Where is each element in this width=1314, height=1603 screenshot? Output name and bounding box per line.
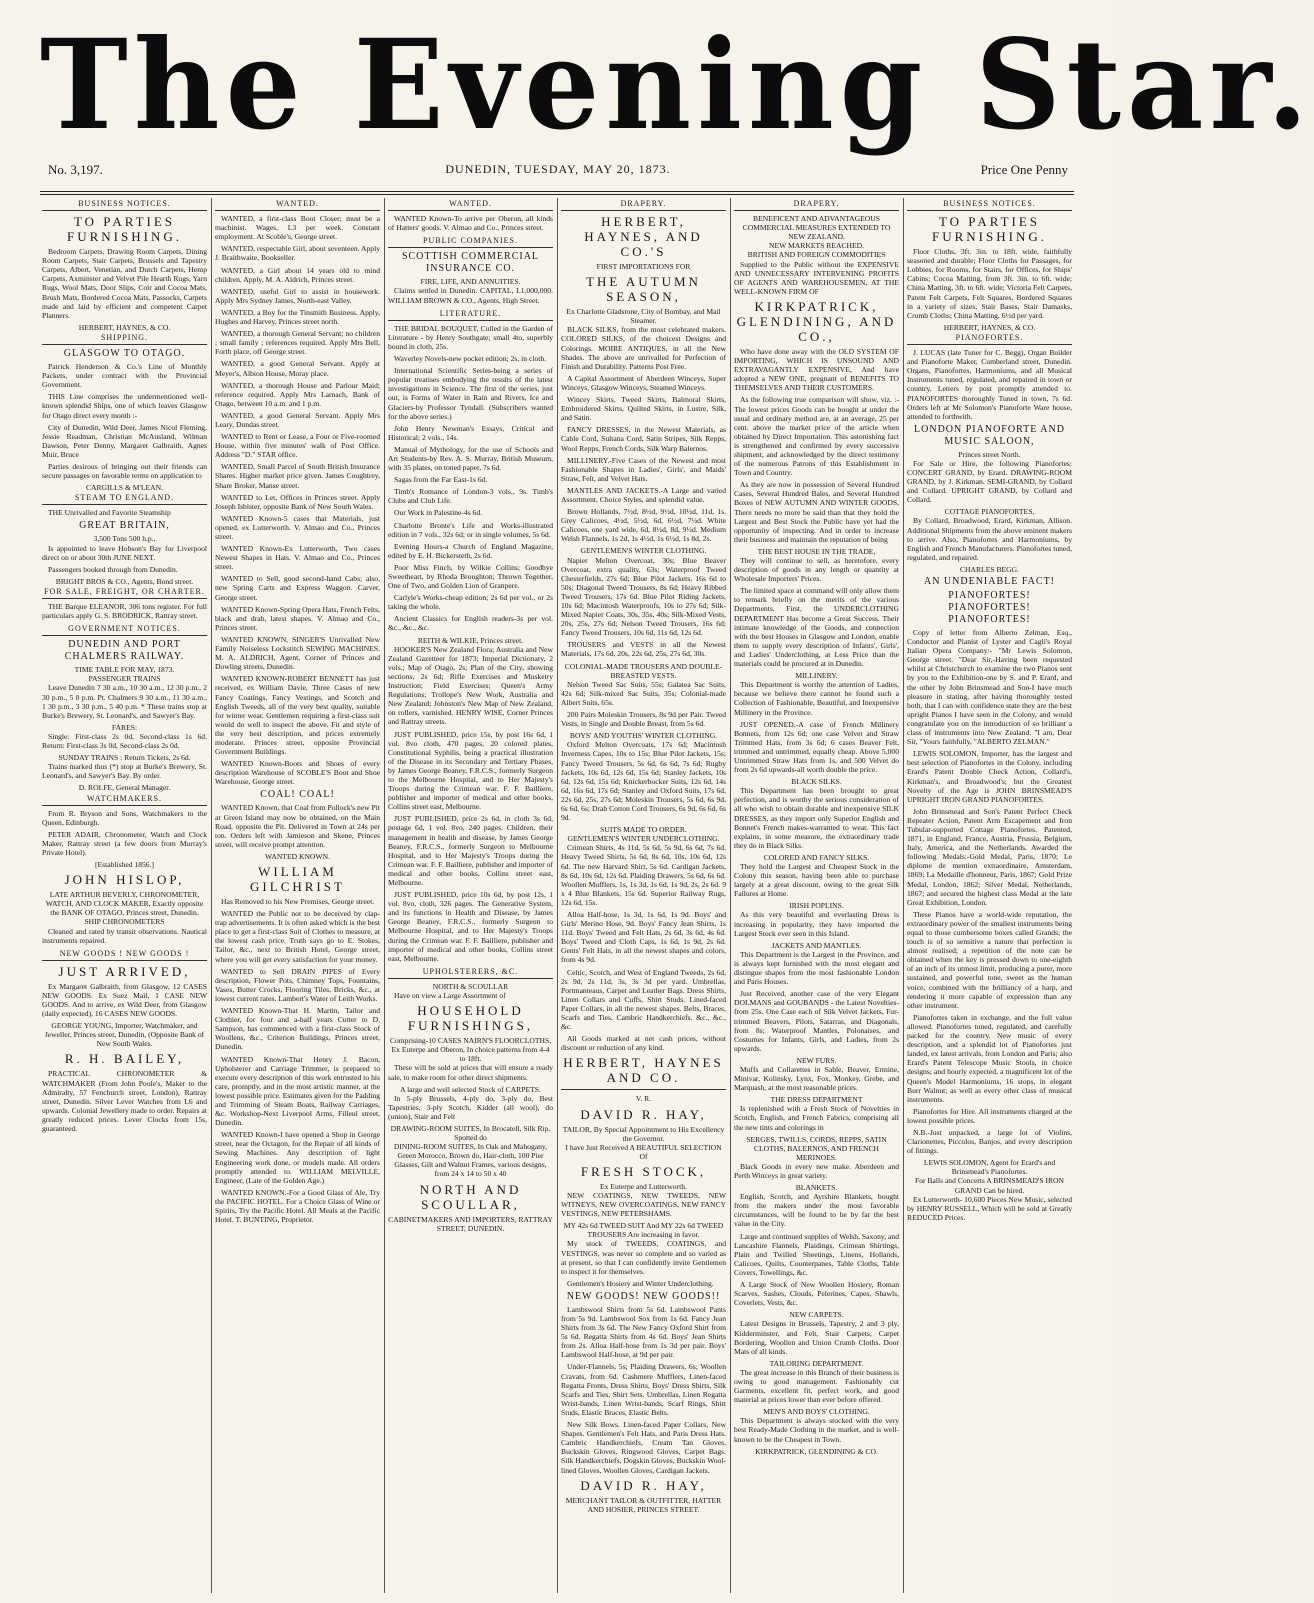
advertisement-paragraph: WANTED to Rent or Lease, a Four or Five-roomed House, within five minutes' walk of Post Office. Address "D." STAR office. (215, 432, 380, 460)
advertisement-paragraph: WANTED, a thorough House and Parlour Maid; reference required. Apply Mrs Larnach, Bank of Otago, between 10 a.m. and 1 p.m. (215, 380, 380, 408)
advertisement-paragraph: Pianofortes taken in exchange, and the full value allowed. Pianofortes tuned, regulated, and carefully packed for the country. New music of every description, and a splendid lot of Pianofortes just landed, ex latest arrivals, from London and Paris; also Erard's Patent Telescope Music Stools, in choice designs; and hourly expected, a magnificent lot of the Queen's Model Harmoniums, 16 stops, in elegant Burr Walnut; as well as every other class of musical instruments. (907, 1012, 1072, 1104)
display-heading: DAVID R. HAY, (580, 1477, 707, 1493)
centered-line: 3,500 Tons 500 h.p., (93, 534, 156, 544)
advertisement-paragraph: Poor Miss Finch, by Wilkie Collins; Goodbye Sweetheart, by Rhoda Broughton; Thrown Together, One of Two, and Golden Lion of Granpere. (388, 562, 553, 591)
centered-line: Ex Euterpe and Lutterworth. (600, 1181, 687, 1191)
column-5 (730, 198, 903, 1593)
advertisement-paragraph: MANTLES AND JACKETS.-A Large and varied Assortment, Choice Styles, and splendid value. (561, 485, 726, 504)
column-header: WANTED. (388, 198, 553, 211)
display-heading: FRESH STOCK, (580, 1163, 707, 1179)
column-header: DRAPERY. (734, 198, 899, 211)
display-heading: TO PARTIES FURNISHING. (932, 214, 1047, 245)
advertisement-paragraph: Evening Hours-a Church of England Magazine, edited by E. H. Bickersteth, 2s 6d. (388, 541, 553, 560)
advertisement-paragraph: John Henry Newman's Essays, Critical and Historical; 2 vols., 14s. (388, 423, 553, 442)
advertisement-paragraph: WANTED, Small Parcel of South British Insurance Shares. Higher market price given. James Coughtrey, Share Broker, Manse street. (215, 462, 380, 490)
centered-line: GENTLEMEN'S WINTER UNDERCLOTHING. (567, 834, 720, 844)
advertisement-paragraph: Bedroom Carpets, Drawing Room Carpets, Dining Room Carpets, Stair Carpets, Brussels and Tapestry Carpets, Albert, Venetian, and Dutch Carpets, Hemp Carpets, Axminster and Velvet Pile Hearth Rugs, Yarn Rugs, Wool Mats, Door Slips, Coir and Cocoa Mats, Brush Mats, Bordered Cocoa Mats, Passocks, Carpets made and laid by efficient and competent Carpet Planners. (42, 247, 207, 320)
centered-line: CARGILLS & M'LEAN. (85, 483, 164, 493)
advertisement-paragraph: Wincey Skirts, Tweed Skirts, Balmoral Skirts, Embroidered Skirts, Quilted Skirts, in Lustre, Silk, and Satin. (561, 395, 726, 423)
centered-line: TAILORING DEPARTMENT. (769, 1358, 864, 1368)
advertisement-paragraph: Leave Dunedin 7 30 a.m., 10 30 a.m., 12 30 p.m., 2 30 p.m., 5 0 p.m. Pt. Chalmers 9 30 a.m., 11 30 a.m., 1 30 p.m., 3 30 p.m., 5 40 p.m. * These trains stop at Burke's Brewery, St. Leonard's, and Sawyer's Bay. (42, 683, 207, 720)
advertisement-paragraph: New Silk Bows. Linen-faced Paper Collars, New Shapes. Gentlemen's Felt Hats, and Paris Dress Hats. Cambric Handkerchiefs, Cream Tan Gloves, Buckskin Gloves, Ringwood Gloves, Carpet Bags. Silk Handkerchiefs, Dogskin Gloves, Buckskin Wool-lined Gloves, Woollen Gloves, Cardigan Jackets. (561, 1420, 726, 1475)
section-header: PUBLIC COMPANIES. (388, 235, 553, 248)
column-header: WANTED. (215, 198, 380, 211)
centered-line: COLONIAL-MADE TROUSERS AND DOUBLE-BREASTED VESTS. (564, 661, 723, 680)
centered-line: CABINETMAKERS AND IMPORTERS, RATTRAY STREET, DUNEDIN. (388, 1214, 553, 1233)
column-rule (730, 198, 731, 1593)
advertisement-paragraph: WANTED, useful Girl to assist in housework. Apply Mrs Sydney James, North-east Valley. (215, 286, 380, 305)
centered-line: BLANKETS. (795, 1183, 838, 1193)
advertisement-paragraph: For Sale or Hire, the following Pianofortes: CONCERT GRAND, by Erard. DRAWING-ROOM GRAND, by J. Kirkman. SEMI-GRAND, by Collard and Collard. UPRIGHT GRAND, by Collard and Collard. (907, 458, 1072, 505)
advertisement-paragraph: N.B.-Just unpacked, a large lot of Violins, Clarionettes, Piccolos, Banjos, and every description of fittings. (907, 1127, 1072, 1156)
advertisement-paragraph: WANTED KNOWN.-For a Good Glass of Ale, Try the PACIFIC HOTEL. For a Choice Glass of Wine or Spirits, Try the Pacific Hotel. All Meals at the Pacific Hotel. T. BUNTING, Proprietor. (215, 1187, 380, 1225)
advertisement-paragraph: Passengers booked through from Dunedin. (48, 564, 178, 574)
advertisement-paragraph: Just Received, another case of the very Elegant DOLMANS and GOUBANDS - the Latest Novelties-from 25s. One Case each of Silk Velvet Jackets, Fur-trimmed Beavers, Pilots, Satarras, and Diagonals, from 8s; Waterproof Mantles, Polonaises, and Costumes for Infants, Girls, and Ladies, from 2s upwards. (734, 989, 899, 1053)
sub-heading: GLASGOW TO OTAGO. (63, 348, 186, 360)
advertisement-paragraph: LEWIS SOLOMON, Importer, has the largest and best selection of Pianofortes in the Colony, including Erard's Patent Double Check Action, Collard's, Kirkman's, and Broadwood's; but the Greatest Novelty of the Age is JOHN BRINSMEAD'S UPRIGHT IRON GRAND PIANOFORTES. (907, 749, 1072, 804)
section-header: UPHOLSTERERS, &C. (388, 966, 553, 979)
advertisement-paragraph: Waverley Novels-new pocket edition; 2s, in cloth. (394, 354, 547, 364)
centered-line: SERGES, TWILLS, CORDS, REPPS, SATIN CLOTHS, BALERNOS, AND FRENCH MERINOES. (746, 1134, 887, 1162)
advertisement-paragraph: The great increase in this Branch of their business is owing to good management. Fashionably cut Garments, excellent fit, perfect work, and good material at prices lower than ever before offered. (734, 1367, 899, 1405)
centered-line: MILLINERY. (795, 671, 838, 681)
advertisement-paragraph: Manual of Mythology, for the use of Schools and Art Students-by Rev. A. S. Murray, British Museum, with 35 plates, on toned paper, 7s 6d. (388, 444, 553, 473)
advertisement-paragraph: WANTED, a first-class Boot Closer; must be a machinist. Wages, L3 per week. Constant employment. At Scoble's, George street. (215, 214, 380, 242)
advertisement-paragraph: NEW COATINGS, NEW TWEEDS, NEW WITNEYS, NEW OVERCOATINGS, NEW FANCY VESTINGS, NEW PETERSHAMS. (561, 1190, 726, 1219)
centered-line: Princes street North. (958, 449, 1021, 459)
advertisement-paragraph: Patrick Henderson & Co.'s Line of Monthly Packets, under contract with the Provincial Government. (42, 362, 207, 390)
advertisement-paragraph: John Brinsmead and Son's Patent Perfect Check Repeater Action, Patent Arm Escapement and Iron Tubular-supported Cottage Pianofortes. Patented, 1871, in England, France, Austria, Prussia, Belgium, Italy, America, and the Netherlands. Awarded the following Medals:-Gold Medal, Paris, 1870; Le diplome de mention extraordinaire, Amsterdam, 1869; La Medaille d'honneur, Paris, 1867; Gold Prize Medal, London, 1862; Silver Medal, Netherlands, 1867; and secured the highest class Medal at the late Great Exhibition, London. (907, 806, 1072, 907)
centered-line: Comprising-10 CASES NAIRN'S FLOORCLOTHS, Ex Euterpe and Oberon, In choice patterns from 4-4 to 18ft. (389, 1036, 552, 1064)
centered-line: NEW CARPETS. (789, 1310, 844, 1320)
advertisement-paragraph: FANCY DRESSES, in the Newest Materials, as Cable Cord, Sultana Cord, Satin Stripes, Silk Repps, Wool Repps, French Cords, Silk Warp Balernos. (561, 425, 726, 453)
advertisement-paragraph: MILLINERY.-Five Cases of the Newest and most Fashionable Shapes in Ladies', Girls', and Maids' Straw, Felt, and Velvet Hats. (561, 455, 726, 483)
advertisement-paragraph: As they are now in possession of Several Hundred Cases, Several Hundred Bales, and Several Hundred Boxes of NEW AUTUMN AND WINTER GOODS, There needs no more be said than that they hold the Largest and Best Stock the Public have yet had the opportunity of inspecting. And in order to increase their business and maintain the reputation of being (734, 480, 899, 544)
issue-number: No. 3,197. (48, 162, 103, 177)
centered-line: HERBERT, HAYNES, & CO. (78, 322, 171, 332)
advertisement-paragraph: WANTED, a thorough General Servant; no children ; small family ; references required. Apply Mrs Bell, Forth place, off George street. (215, 329, 380, 357)
advertisement-paragraph: This Department is the Largest in the Province, and is always kept furnished with the most elegant and distingue shapes from the most fashionable London and Paris Houses. (734, 949, 899, 987)
centered-line: TAILOR, By Special Appointment to His Excellency the Governor. (562, 1124, 725, 1143)
advertisement-paragraph: WANTED, a good General Servant. Apply Mrs Leary, Dundas street. (215, 410, 380, 429)
centered-line: HERBERT, HAYNES, & CO. (943, 322, 1036, 332)
advertisement-paragraph: Muffs and Collarettes in Sable, Beaver, Ermine, Minivar, Kolinsky, Lynx, Fox, Monkey, Grebe, and Marquash, at the most reasonable prices. (734, 1064, 899, 1093)
advertisement-paragraph: WANTED KNOWN, SINGER'S Unrivalled New Family Noiseless Lockstitch SEWING MACHINES. M. A. ALDRICH, Agent, Corner of Princes and Dowling streets, Dunedin. (215, 634, 380, 672)
advertisement-paragraph: WANTED KNOWN-ROBERT BENNETT has just received, ex William Davie, Three Cases of new Fancy Coatings, Fancy Vestings, and Scotch and English Tweeds, all of the very best quality, suitable for winter wear. Gentlemen requiring a first-class suit would do well to inspect the above. Fit and style of the very best description, and prices extremely moderate. Princes street, opposite Provincial Government Buildings. (215, 674, 380, 757)
centered-line: JACKETS AND MANTLES. (771, 940, 862, 950)
advertisement-paragraph: WANTED to Sell, good second-hand Cabs; also, new Spring Carts and Express Waggon. Carver, George street. (215, 574, 380, 602)
advertisement-paragraph: Under-Flannels, 5s; Plaiding Drawers, 6s; Woollen Cravats, from 6d. Cashmere Mufflers, Linen-faced Regatta Fronts, Dress Shirts, Boys' Dress Shirts, Silk Scarfs and Ties, Shirt Sets. Umbrellas, Linen Regatta Wrist-bands, Linen Wrist-bands, Scarf Rings, Shirt Studs, Elastic Braces, Elastic Belts. (561, 1362, 726, 1417)
centered-line: REITH & WILKIE, Princes street. (417, 635, 524, 645)
dateline: DUNEDIN, TUESDAY, MAY 20, 1873. (445, 162, 671, 176)
separator (561, 1089, 726, 1090)
advertisement-paragraph: Celtic, Scotch, and West of England Tweeds, 2s 6d, 2s 9d, 2s 11d, 3s, 3s 3d per yard. Umbrellas, Portmanteaus, Carpet and Leather Bags. Dress Shirts, Linen Collars and Cuffs, Shirt Studs. Lined-faced Paper Collars, in all the newest shapes. Belts, Braces, Scarfs and Ties, Cambric Handkerchiefs. &c., &c., &c. (561, 967, 726, 1032)
advertisement-paragraph: Ex Lutterworth- 10,600 Pieces New Music, selected by HENRY RUSSELL, Which will be sold at Greatly REDUCED Prices. (907, 1194, 1072, 1222)
display-heading: HERBERT, HAYNES, AND CO.'S (584, 214, 703, 260)
advertisement-paragraph: THE Barque ELEANOR, 306 tons register. For full particulars apply G. S. BRODRICK, Rattray street. (42, 602, 207, 621)
section-header: SHIPPING. (42, 332, 207, 345)
sub-heading: COAL! COAL! (260, 789, 335, 801)
centered-line: BRITISH AND FOREIGN COMMODITIES (747, 250, 886, 260)
advertisement-paragraph: Supplied to the Public without the EXPENSIVE AND UNNECESSARY INTERVENING PROFITS OF AGENTS AND WAREHOUSEMEN, AT THE WELL-KNOWN FIRM OF (734, 259, 899, 296)
advertisement-paragraph: Gentlemen's Hosiery and Winter Underclothing. (567, 1278, 714, 1288)
display-heading: WILLIAM GILCHRIST (250, 864, 345, 894)
advertisement-paragraph: BLACK SILKS, from the most celebrated makers. COLORED SILKS, of the choicest Designs and Colorings. MOIRE ANTIQUES, in all the New Shades. The above are unrivalled for Perfection of Finish and Durability. Patterns Post Free. (561, 325, 726, 371)
centered-line: BLACK SILKS. (791, 777, 842, 787)
advertisement-paragraph: They will continue to sell, as heretofore, every description of goods in any length or quantity at Wholesale Importers' Prices. (734, 556, 899, 584)
advertisement-paragraph: A Large Stock of New Woollen Hosiery, Roman Scarves, Sashes, Clouds, Pelerines, Capes, Shawls, Coverlets, Vests, &c. (734, 1280, 899, 1308)
section-header: NEW GOODS ! NEW GOODS ! (42, 948, 207, 961)
centered-line: LATE ARTHUR BEVERLY, CHRONOMETER, WATCH, AND CLOCK MAKER, Exactly opposite the BANK OF OTAGO, Princes street, Dunedin. (45, 890, 204, 918)
advertisement-paragraph: Carlyle's Works-cheap edition; 2s 6d per vol., or 2s taking the whole. (388, 593, 553, 612)
column-header: DRAPERY. (561, 198, 726, 211)
advertisement-paragraph: The limited space at command will only allow them to remark briefly on the merits of the various Departments. First, the UNDERCLOTHING DEPARTMENT Has become a Great Success. Their intimate knowledge of the Goods, and connection with the best Houses in Glasgow and London, enable them to supply every description of Infants', Girls', and Ladies' Underclothing, at Less Price than the materials could be procured at in Dunedin. (734, 586, 899, 669)
advertisement-paragraph: Floor Cloths, 3ft. 3in. to 18ft. wide, faithfully seasoned and durable; Floor Cloths for Passages, for Lobbies, for Rooms, for Stairs, for Offices, for Ships' Cabins; Cocoa Matting, from 3ft. 3in. to 6ft. wide; China Matting, 3ft. to 6ft. wide; Victoria Felt Carpets, Patent Felt Carpets, Felt Squares, Bordered Squares in a variety of sizes, Stair Bases, Stair Damasks, Crumb Cloths; China Matting, 6½d per yard. (907, 247, 1072, 320)
advertisement-paragraph: Oxford Melton Overcoats, 17s 6d; Macintosh Inverness Capes, 10s to 15s; Blue Pilot Jackets, 15s; Fancy Tweed Trousers, 5s 6d, 6s 6d, 7s 6d; Rugby Jackets, 10s 6d, 12s 6d, 15s 6d; Stanley Jackets, 10s 6d, 12s 6d, 15s 6d; Knickerbocker Suits, 12s 6d, 14s 6d, 16s 6d, 17s 6d; Stanley and Oxford Suits, 17s 6d, 22s 6d, 25s, 27s 6d; Moleskin Trousers, 5s 6d, 6s 9d, 6s 6d, 6s; Drab Cotton Cord Trousers, 6s 9d, 6s 6d, 6s 9d. (561, 740, 726, 823)
sub-heading: DUNEDIN AND PORT CHALMERS RAILWAY. (64, 639, 185, 663)
advertisement-paragraph: WANTED Known-That Henry J. Bacon, Upholsterer and Carriage Trimmer, is prepared to execute every description of this work entrusted to his care, promptly, and in the most artistic manner, at the lowest possible price. Estimates given for the Padding and Trimming of Steam Boats, Railway Carriages, &c. Workshop-Next Liverpool Arms, Filleul street, Dunedin. (215, 1054, 380, 1128)
columns (38, 198, 1076, 1593)
column-rule (211, 198, 212, 1593)
advertisement-paragraph: JUST OPENED.-A case of French Millinery Bonnets, from 12s 6d; one case Velvet and Straw Trimmed Hats, from 3s 6d; 6 cases Beaver Felt, trimmed and untrimmed, equally cheap. Above 5,000 Untrimmed Straw Hats from 1s, and 500 Velvet do from 2s 6d upwards-all worth double the price. (734, 719, 899, 775)
advertisement-paragraph: Nelson Tweed Sac Suits, 55s; Galatea Sac Suits, 42s 6d; Silk-mixed Sac Suits, 35s; Colonial-made Albert Suits, 65s. (561, 679, 726, 707)
centered-line: COLORED AND FANCY SILKS. (763, 852, 870, 862)
advertisement-paragraph: Brown Hollands, 7½d, 8½d, 9½d, 10½d, 11d, 1s. Grey Calicoes, 4½d, 5½d, 6d, 6½d, 7½d. White Calicoes, one yard wide, 6d, 8½d, 8d, 9½d. Medium Welsh Flannels, 1s 2d, 1s 4½d, 1s 6½d, 1s 8d, 2s. (561, 507, 726, 544)
column-header: BUSINESS NOTICES. (42, 198, 207, 211)
advertisement-paragraph: Is appointed to leave Hobson's Bay for Liverpool direct on or about 30th JUNE NEXT. (42, 543, 207, 562)
centered-line: V. R. (635, 1094, 652, 1104)
advertisement-paragraph: Pianofortes for Hire. All instruments charged at the lowest possible prices. (907, 1106, 1072, 1125)
advertisement-paragraph: PRACTICAL CHRONOMETER & WATCHMAKER (From John Poole's, Maker to the Admiralty, 57 Fenchurch street, London), Rattray street, Dunedin. Silver Lever Watches from L6 and upwards. Colonial Jewellery made to order. Repairs at greatly reduced prices. Lever Clocks from 15s, guaranteed. (42, 1069, 207, 1134)
column-2 (211, 198, 384, 1593)
section-header: PIANOFORTES. (907, 332, 1072, 345)
advertisement-paragraph: WANTED to Let, Offices in Princes street. Apply Joseph Isbister, opposite Bank of New South Wales. (215, 492, 380, 511)
centered-line: THE DRESS DEPARTMENT (770, 1095, 863, 1105)
centered-line: NORTH & SCOULLAR (432, 981, 509, 991)
advertisement-paragraph: This Department is always stocked with the very best Ready-Made Clothing in the market, and is well-known to be the Cheapest in Town. (734, 1416, 899, 1444)
advertisement-paragraph: WANTED, a Boy for the Tinsmith Business. Apply, Hughes and Harvey, Princes street north. (215, 307, 380, 327)
advertisement-paragraph: WANTED to Sell DRAIN PIPES of Every description, Flower Pots, Chimney Tops, Fountains, Vases, Butter Crocks, Flooring Tiles, Bricks, &c., at lowest current rates. Lambert's Water of Leith Works. (215, 966, 380, 1003)
advertisement-paragraph: Charlotte Bronte's Life and Works-illustrated edition in 7 vols., 32s 6d; or in single volumes, 5s 6d. (388, 520, 553, 539)
advertisement-paragraph: Has Removed to his New Premises, George street. (221, 897, 375, 906)
advertisement-paragraph: Timb's Romance of London-3 vols., 9s. Timb's Clubs and Club Life. (388, 487, 553, 506)
centered-line: BOYS' AND YOUTHS' WINTER CLOTHING. (569, 731, 718, 741)
advertisement-paragraph: HOOKER'S New Zealand Flora; Australia and New Zealand Gazetteer for 1873; Imperial Dictionary, 2 vols.; Map of Otago, 2s; Plan of the City, showing sections, 2s 6d; Rifle Exercises and Musketry Instruction; Field Exercises; Queen's Army Regulations; Trollope's New Work, Australia and New Zealand; Johnston's New Map of New Zealand, on rollers, varnished. HENRY WISE, Corner Princes and Rattray streets. (388, 644, 553, 727)
advertisement-paragraph: WANTED Known-5 cases that Materials, just opened, ex Lutterworth. V. Almao and Co., Princes street. (215, 513, 380, 541)
display-heading: KIRKPATRICK, GLENDINING, AND CO., (736, 298, 897, 344)
advertisement-paragraph: WANTED Known, that Coal from Pollock's new Pit at Green Island may now be obtained, on the Main Road, opposite the Pit. Delivered in Town at 24s per ton. Orders left with Jamieson and Skene, Princes street, will receive prompt attention. (215, 803, 380, 849)
centered-line: NEW FURS. (796, 1055, 837, 1065)
centered-line: I have Just Received A BEAUTIFUL SELECTION Of (565, 1142, 722, 1161)
centered-line: SUNDAY TRAINS : Return Tickets, 2s 6d. (58, 753, 191, 763)
masthead-rule (40, 194, 1074, 195)
advertisement-paragraph: This Department has been brought to great perfection, and is worthy the serious consideration of all who wish to obtain durable and inexpensive SILK DRESSES, as they import only Superior English and Bonnet's French makes-warranted to wear. This fact explains, in some measure, the extraordinary trade they do in Black Silks. (734, 786, 899, 850)
advertisement-paragraph: THIS Line comprises the undermentioned well-known splendid Ships, one of which leaves Glasgow for Otago direct every month :- (42, 392, 207, 420)
centered-line: For Balls and Concerts A BRINSMEAD'S IRON GRAND Can be hired. (914, 1176, 1065, 1195)
advertisement-paragraph: Ex Margaret Galbraith, from Glasgow, 12 CASES NEW GOODS. Ex Suez Mail, 1 CASE NEW GOODS. And to arrive, ex Wild Deer, from Glasgow (daily expected), 16 CASES NEW GOODS. (42, 981, 207, 1019)
centered-line: LEWIS SOLOMON, Agent for Erard's and Brinsmead's Pianofortes. (923, 1158, 1056, 1177)
advertisement-paragraph: Cleaned and rated by transit observations. Nautical instruments repaired. (42, 926, 207, 945)
sub-heading: GREAT BRITAIN, (79, 520, 170, 532)
centered-line: THE BEST HOUSE IN THE TRADE, (757, 546, 876, 556)
display-heading: NORTH AND SCOULLAR, (419, 1181, 522, 1212)
advertisement-paragraph: Single: First-class 2s 0d, Second-class 1s 6d. Return: First-class 3s 0d, Second-class 2s 0d. (42, 731, 207, 751)
centered-line: MEN'S AND BOYS' CLOTHING. (763, 1407, 870, 1417)
column-1 (38, 198, 211, 1593)
advertisement-paragraph: My stock of TWEEDS, COATINGS, and VESTINGS, was never so complete and so varied as at present, so that I can confidently invite Gentlemen to inspect it for themselves. (561, 1239, 726, 1276)
advertisement-paragraph: Our Work in Palestine-4s 6d. (394, 508, 483, 518)
issue-row (48, 150, 1068, 190)
centered-line: SHIP CHRONOMETERS (84, 917, 165, 927)
column-rule (557, 198, 558, 1593)
advertisement-paragraph: WANTED Known-That H. Martin, Tailor and Clothier, for four and a-half years Cutter to D. Sampson, has commenced with a first-class Stock of Woollens, &c., Criterion Buildings, Princes street, Dunedin. (215, 1006, 380, 1052)
sub-heading: PIANOFORTES! PIANOFORTES! PIANOFORTES! (948, 590, 1031, 625)
centered-line: GEORGE YOUNG, Importer, Watchmaker, and Jeweller, Princes street, Dunedin, (Opposite Bank of New South Wales. (44, 1021, 205, 1049)
centered-line: MY 42s 6d TWEED SUIT And MY 22s 6d TWEED TROUSERS Are increasing in favor. (563, 1221, 724, 1240)
display-heading: DAVID R. HAY, (580, 1106, 707, 1122)
advertisement-paragraph: This Department is worthy the attention of Ladies, because we believe there cannot be found such a Collection of Fashionable, Beautiful, and Inexpensive Millinery in the Province. (734, 680, 899, 717)
advertisement-paragraph: As the following true comparison will show, viz. :- The lowest prices Goods can be bought at under the usual and ordinary method are, at an average, 25 per cent. above the market price of the article when obtained by Direct Importation. This astonishing fact is strengthened and confirmed by every successive shipment, and acknowledged by the direct testimony of the numerous Patrons of this Establishment in Town and Country. (734, 395, 899, 478)
display-heading: JUST ARRIVED, (58, 963, 191, 979)
advertisement-paragraph: THE BRIDAL BOUQUET, Culled in the Garden of Literature - by Henry Southgate; small 4to, superbly bound in cloth, 25s. (388, 323, 553, 351)
centered-line: DINING-ROOM SUITES, In Oak and Mahogany, Green Morocco, Brown do, Hair-cloth, 100 Pier Glasses, Gilt and Walnut Frames, various designs, from 24 x 14 to 50 x 40 (393, 1142, 548, 1179)
display-heading: JOHN HISLOP, (64, 872, 185, 888)
display-heading: TO PARTIES FURNISHING. (67, 214, 182, 245)
centered-line: GENTLEMEN'S WINTER CLOTHING. (580, 546, 707, 556)
advertisement-paragraph: J. LUCAS (late Tuner for C. Begg), Organ Builder and Pianoforte Maker, Cumberland street, Dunedin. Organs, Pianofortes, Harmoniums, and all Musical Instruments tuned, regulated, and repaired in town or country. Letters by post promptly attended to. PIANOFORTES thoroughly Tuned in town, 7s 6d. Orders left at Mr Solomon's Pianoforte Ware house, attended to forthwith. (907, 348, 1072, 421)
centered-line: WANTED KNOWN. (265, 851, 330, 861)
advertisement-paragraph: TROUSERS and VESTS in all the Newest Materials, 17s 6d, 20s, 22s 6d, 25s, 27s 6d, 30s. (561, 640, 726, 659)
display-heading: THE AUTUMN SEASON, (586, 274, 701, 305)
column-4 (557, 198, 730, 1593)
advertisement-paragraph: Who have done away with the OLD SYSTEM OF IMPORTING, WHICH IS UNSOUND AND EXTRAVAGANTLY EXPENSIVE, And have adopted a NEW ONE, pregnant of BENEFITS TO THEMSELVES AND THEIR CUSTOMERS. (734, 346, 899, 393)
advertisement-paragraph: In 5-ply Brussels, 4-ply do, 3-ply do, Best Tapestries, 3-ply Scotch, Kidder (all wool), do (union), Stair and Felt (388, 1093, 553, 1121)
advertisement-paragraph: By Collard, Broadwood, Erard, Kirkman, Allison. Additional Shipments from the above eminent makers to arrive. Also, Pianofortes and Harmoniums, by English and French Manufacturers. Pianofortes tuned, regulated, and repaired. (907, 516, 1072, 562)
advertisement-paragraph: English, Scotch, and Ayrshire Blankets, bought from the makers under the most favorable circumstances, will be found to be by far the best value in the City. (734, 1192, 899, 1229)
sub-heading: AN UNDENIABLE FACT! (923, 576, 1056, 587)
advertisement-paragraph: These Pianos have a world-wide reputation, the extraordinary power of the smallest instruments being equal to those cumbersome boxes called Grands; the touch is of so sensitive a nature that perfection is almost realised; a repetition of the note can be obtained when the key is pressed down to one-eighth of an inch of its utmost limit, producing a purer, more sustained, and powerful tone, sweet as the human voice, combined with the brilliancy of a harp, and rendering it more capable of expression than any other instrument. (907, 909, 1072, 1010)
column-rule (384, 198, 385, 1593)
advertisement-paragraph: THE Unrivalled and Favorite Steamship (48, 508, 171, 518)
advertisement-paragraph: City of Dunedin, Wild Deer, James Nicol Fleming, Jessie Readman, Christian McAusland, Wilman Dawson, Peter Denny, Margaret Galbraith, Agnes Muir, Bruce (42, 422, 207, 459)
advertisement-paragraph: From R. Bryson and Sons, Watchmakers to the Queen, Edinburgh. (42, 808, 207, 827)
advertisement-paragraph: Crimean Shirts, 4s 11d, 5s 6d, 5s 9d, 6s 6d, 7s 6d. Heavy Tweed Shirts, 5s 6d, 8s 6d, 10s, 10s 6d, 12s 6d. The new Harvard Shirt, 5s 6d. Cardigan Jackets, 8s 6d, 10s 6d, 12s 6d. Plaiding Drawers, 5s 6d, 6s 6d. Woollen Mufflers, 1s, 1s 3d, 1s 6d, 1s 9d, 2s, 2s 6d. 9 x 4 Blue Blankets, 15s 6d. Superior Railway Rugs, 12s 6d, 15s. (561, 843, 726, 907)
centered-line: [Established 1856.] (94, 860, 155, 870)
display-heading: HERBERT, HAYNES AND CO. (563, 1055, 724, 1086)
advertisement-paragraph: Latest Designs in Brussels, Tapestry, 2 and 3 ply, Kidderminster, and Felt, Stair Carpets, Carpet Bordering, Woollen and Union Crumb Cloths. Door Mats of all kinds. (734, 1319, 899, 1356)
advertisement-paragraph: WANTED Known-Spring Opera Hats, French Felts, black and drab, latest shapes. V. Almao and Co., Princes street. (215, 604, 380, 632)
advertisement-paragraph: International Scientific Series-being a series of popular treatises embodying the results of the latest investigations in Science. The first of the series, just out, is Forms of Water in Rain and Rivers, Ice and Glaciers-by Professor Tyndall. (Subscribers wanted for the above series.) (388, 366, 553, 421)
centered-line: KIRKPATRICK, GLENDINING & CO. (755, 1446, 878, 1456)
centered-line: SUITS MADE TO ORDER. (600, 825, 687, 835)
centered-line: COTTAGE PIANOFORTES, (944, 507, 1035, 517)
centered-line: FIRE, LIFE, AND ANNUITIES. (420, 277, 521, 287)
column-rule (903, 198, 904, 1593)
advertisement-paragraph: Large and continued supplies of Welsh, Saxony, and Lancashire Flannels, Plaidings, Crimean Shirtings, Plain and Twilled Sheetings, Linens, Hollands, Calicoes, Quilts, Counterpanes, Table Cloths, Table Covers, Towellings, &c. (734, 1231, 899, 1277)
advertisement-paragraph: As this very beautiful and everlasting Dress is increasing in popularity, they have imported the Largest Stock ever seen in this Island. (734, 910, 899, 938)
centered-line: D. ROLFE, General Manager. (78, 783, 171, 793)
section-header: LITERATURE. (388, 308, 553, 321)
advertisement-paragraph: Claims settled in Dunedin. CAPITAL, L1,000,000. WILLIAM BROWN & CO., Agents, High Street. (388, 286, 553, 305)
centered-line: DRAWING-ROOM SUITES, In Brocatell, Silk Rip, Spotted do (390, 1123, 551, 1143)
advertisement-paragraph: Sagas from the Far East-1s 6d. (394, 475, 488, 485)
sub-heading: NEW GOODS! NEW GOODS!! (566, 1290, 721, 1302)
column-header: BUSINESS NOTICES. (907, 198, 1072, 211)
advertisement-paragraph: WANTED Known-Ex Lutterworth, Two cases Newest Shapes in Hats. V. Almao and Co., Princes street. (215, 544, 380, 572)
centered-line: A large and well selected Stock of CARPETS. (400, 1084, 541, 1094)
section-header: GOVERNMENT NOTICES. (42, 623, 207, 636)
section-header: STEAM TO ENGLAND. (42, 492, 207, 505)
price: Price One Penny (980, 162, 1068, 177)
column-6 (903, 198, 1076, 1593)
centered-line: NEW MARKETS REACHED. (769, 241, 864, 251)
centered-line: FARES: (111, 722, 138, 732)
advertisement-paragraph: JUST PUBLISHED, price 10s 6d, by post 12s, 1 vol. 8vo, cloth, 326 pages. The Generative System, and its functions in Health and Disease, by James George Beaney, F.R.C.S., formerly Surgeon to Melbourne Hospital, and to Her Majesty's Troops during the Crimean war. F. F. Bailliere, publisher and importer of medical and other books, Collins street east, Melbourne. (388, 890, 553, 963)
centered-line: Ex Charlotte Gladstone, City of Bombay, and Mail Steamer. (566, 307, 721, 326)
centered-line: BENEFICENT AND ADVANTAGEOUS COMMERCIAL MEASURES EXTENDED TO NEW ZEALAND. (742, 214, 891, 242)
advertisement-paragraph: WANTED, a good General Servant. Apply at Meyer's, Albion House, Moray place. (215, 359, 380, 378)
advertisement-paragraph: WANTED Known-To arrive per Oberon, all kinds of Hatters' goods. V. Almao and Co., Princes street. (388, 214, 553, 233)
advertisement-paragraph: Parties desirous of bringing out their friends can secure passages on favorable terms on application to (42, 461, 207, 481)
sub-heading: LONDON PIANOFORTE AND MUSIC SALOON, (914, 423, 1065, 447)
advertisement-paragraph: Is replenished with a Fresh Stock of Novelties in Scotch, English, and French Fabrics, comprising all the new tints and colorings in (734, 1104, 899, 1132)
advertisement-paragraph: JUST PUBLISHED, price 2s 6d, in cloth 3s 6d, postage 6d, 1 vol. 8vo, 240 pages. Children, their management in health and disease, by James George Beaney, F.R.C.S., formerly Surgeon to Melbourne Hospital, and to Her Majesty's Troops during the Crimean war. F. F. Bailliere, publisher and importer of medical and other books, Collins street east, Melbourne. (388, 814, 553, 887)
advertisement-paragraph: Napier Melton Overcoat, 30s; Blue Beaver Overcoat, extra quality, 63s; Waterproof Tweed Chesterfields, 27s 6d; Blue Pilot Jackets, 16s 6d to 50s; Diagonal Tweed Trousers, 8s 6d; Heavy Ribbed Tweed Trousers, 17s 6d. Blue Pilot Riding Jackets, 10s 6d; Macintosh Waterproofs, 10s to 27s 6d; Silk-Mixed Napier Coats, 30s, 35s, 40s; Silk-Mixed Vests, 20s, 25s, 27s 6d; Nelson Tweed Trousers, 16s 6d; Fancy Tweed Trousers, 10s 6d, 11s 6d, 12s 6d. (561, 555, 726, 638)
advertisement-paragraph: Black Goods in every new make. Aberdeen and Perth Winceys in great variety. (734, 1161, 899, 1180)
column-3 (384, 198, 557, 1593)
advertisement-paragraph: JUST PUBLISHED, price 15s, by post 16s 6d, 1 vol. 8vo cloth, 470 pages, 20 colored plates, Constitutional Syphilis, being a practical illustration of the Disease in its Secondary and Tertiary Phases, by James George Beaney, F.R.C.S., formerly Surgeon to the Melbourne Hospital, and to Her Majesty's Troops during the Crimean war. F. F. Bailliere, publisher and importer of medical and other books, Collins street east, Melbourne. (388, 729, 553, 812)
advertisement-paragraph: Alloa Half-hose, 1s 3d, 1s 6d, 1s 9d. Boys' and Girls' Merino Hose, 9d. Boys' Fancy Jean Shirts, 1s 11d. Boys' Tweed and Felt Hats, 2s 6d, 3s 6d, 4s 6d. Boys' Tweed and Cloth Caps, 1s 6d, 1s 9d, 2s 6d. Gents' Felt Hats, in all the newest shapes and colors, from 4s 9d. (561, 910, 726, 965)
advertisement-paragraph: A Capital Assortment of Aberdeen Winceys, Super Winceys, Glasgow Winceys, Steamed Winceys. (561, 373, 726, 392)
advertisement-paragraph: WANTED the Public not to be deceived by clap-trap advertisements. It is often asked which is the best place to get a first-class Suit of Clothes to measure, at the lowest cash price. Truth says go to E. Stokes, Tailor, &c., next to British Hotel, George street, where you will get every satisfaction for your money. (215, 909, 380, 964)
advertisement-paragraph: All Goods marked at net cash prices, without discount or reduction of any kind. (561, 1034, 726, 1053)
centered-line: TIME TABLE FOR MAY, 1873. (74, 665, 175, 675)
advertisement-paragraph: WANTED, a Girl about 14 years old to mind children. Apply, M. A. Aldrich, Princes street. (215, 265, 380, 284)
advertisement-paragraph: Trains marked thus (*) stop at Burke's Brewery, St. Leonard's, and Sawyer's Bay. By order. (42, 762, 207, 781)
centered-line: PASSENGER TRAINS (88, 674, 161, 684)
centered-line: CHARLES BEGG. (959, 564, 1020, 574)
masthead-rule (40, 191, 1074, 192)
advertisement-paragraph: WANTED Known-Boots and Shoes of every description Warehouse of SCOBLE'S Boot and Shoe Warehouse, George street. (215, 759, 380, 787)
sub-heading: SCOTTISH COMMERCIAL INSURANCE CO. (401, 251, 540, 275)
centered-line: IRISH POPLINS. (789, 901, 844, 911)
advertisement-paragraph: Copy of letter from Alberto Zelman, Esq., Conductor and Pianist of Lyster and Cagli's Royal Italian Opera Company:- "Mr Lewis Solomon, George street. "Dear Sir,-Having been requested whilst at Christchurch to examine the two Pianos sent by you to the Exhibition-one by S. and P. Erard, and the other by John Brinsmead and Son-I have much pleasure in stating, after having thoroughly tested both, that I can with confidence state they are the best upright Pianos I have seen in the Colony, and would congratulate you on the introduction of so brilliant a class of instruments into New Zealand. "I am, Dear Sir, "Yours faithfully, "ALBERTO ZELMAN." (907, 628, 1072, 747)
advertisement-paragraph: WANTED Known-I have opened a Shop in George street, near the Octagon, for the Repair of all kinds of Sewing Machines. Any description of light Engineering work done, or models made. All orders promptly attended to. WILLIAM MELVILLE, Engineer, (Late of the Golden Age.) (215, 1130, 380, 1185)
section-header: WATCHMAKERS. (42, 793, 207, 806)
advertisement-paragraph: These will be sold at prices that will ensure a ready sale, to make room for other direct shipments. (388, 1063, 553, 1082)
centered-line: FIRST IMPORTATIONS FOR (596, 262, 691, 272)
advertisement-paragraph: 200 Pairs Moleskin Trousers, 8s 9d per Pair. Tweed Vests, in Single and Double Breast, from 5s 6d. (561, 710, 726, 729)
section-header: FOR SALE, FREIGHT, OR CHARTER. (42, 586, 207, 599)
display-heading: R. H. BAILEY, (64, 1051, 185, 1067)
advertisement-paragraph: Lambswool Shirts from 5s 6d. Lambswool Pants from 5s 9d. Lambswool Sox from 1s 6d. Fancy Jean Shirts from 3s 6d. The New Fancy Oxford Shirt from 5s 6d. Regatta Shirts from 4s 6d. Boys' Jean Shirts from 2s. Alloa Half-hose from 1s 3d per pair. Boys' Lambswool Half-hose, at 9d per pair. (561, 1304, 726, 1360)
advertisement-paragraph: WANTED, respectable Girl, about seventeen. Apply J. Braithwaite, Bookseller. (215, 244, 380, 263)
centered-line: MERCHANT TAILOR & OUTFITTER, HATTER AND HOSIER, PRINCES STREET. (565, 1495, 722, 1514)
advertisement-paragraph: PETER ADAIR, Chronometer, Watch and Clock Maker, Rattray street (a few doors from Murray's Private Hotel). (42, 829, 207, 857)
advertisement-paragraph: Have on view a Large Assortment of (394, 991, 506, 1001)
advertisement-paragraph: They hold the Largest and Cheapest Stock in the Colony this season, having been able to purchase largely at a great discount, owing to the great Silk Failures at Home. (734, 862, 899, 899)
advertisement-paragraph: Ancient Classics for English readers-3s per vol. &c., &c., &c. (388, 614, 553, 633)
centered-line: BRIGHT BROS & CO., Agents, Bond street. (55, 576, 194, 586)
display-heading: HOUSEHOLD FURNISHINGS, (407, 1003, 534, 1034)
newspaper-title: The Evening Star. (40, 11, 1314, 158)
